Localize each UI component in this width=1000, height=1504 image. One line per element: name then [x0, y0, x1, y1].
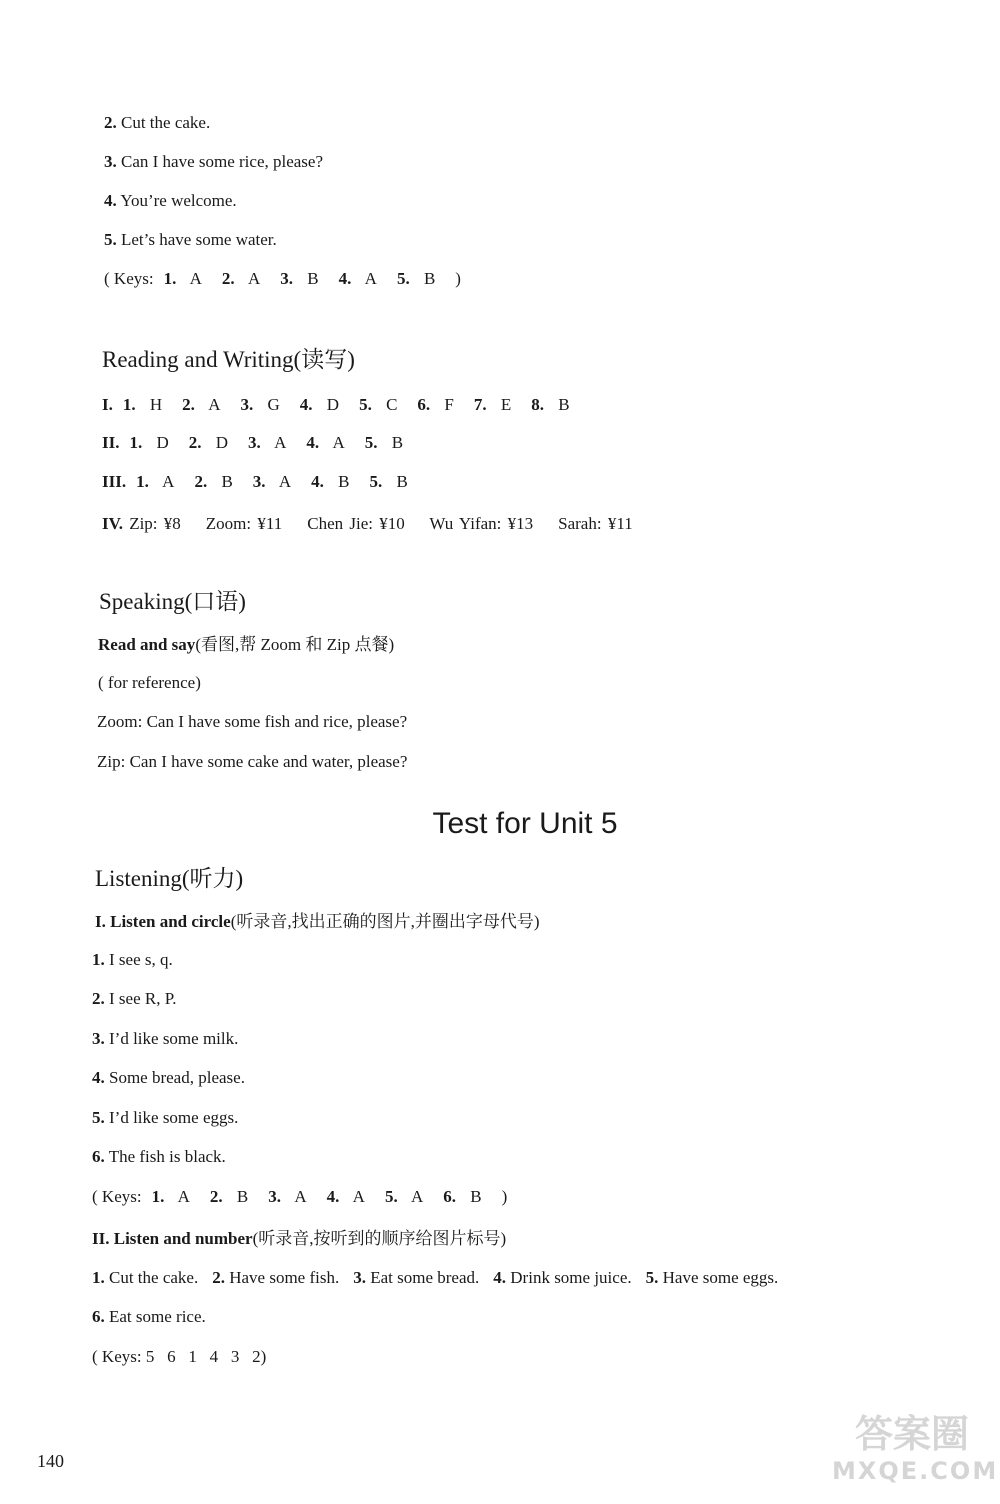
key-number: 2.	[221, 269, 235, 288]
answer-line: 5. I’d like some eggs.	[92, 1108, 239, 1127]
item-text: Drink some juice.	[510, 1268, 632, 1287]
key-answer: A	[364, 269, 377, 288]
key-number: 1.	[151, 1187, 165, 1206]
key-number: 7.	[473, 395, 487, 414]
key-number: 2.	[188, 433, 202, 452]
key-item	[123, 395, 172, 414]
key-answer: A	[332, 433, 345, 452]
item-number: 3.	[353, 1268, 366, 1287]
key-number: 1.	[129, 433, 143, 452]
answer-line: 4. You’re welcome.	[104, 191, 237, 210]
key-answer: C	[386, 395, 398, 414]
keys-suffix: )	[455, 269, 461, 288]
key-answer: B	[470, 1187, 482, 1206]
key-item	[241, 395, 290, 414]
key-item	[300, 395, 349, 414]
key-number: 8.	[531, 395, 545, 414]
roman-numeral: III.	[102, 472, 127, 491]
key-item	[280, 269, 328, 288]
key-item	[194, 472, 242, 491]
page-number: 140	[37, 1451, 64, 1471]
key-number: 6.	[443, 1187, 457, 1206]
key-item	[164, 269, 212, 288]
numbered-item	[212, 1268, 339, 1287]
key-answer: A	[162, 472, 175, 491]
answer-row	[102, 394, 590, 416]
key-answer: B	[558, 395, 570, 414]
answer-row	[102, 432, 423, 454]
key-number: 5.	[359, 395, 372, 414]
key-number: 4.	[326, 1187, 340, 1206]
key-number: 2.	[209, 1187, 223, 1206]
key-number: 2.	[194, 472, 208, 491]
key-answer: A	[247, 269, 261, 288]
keys-line	[92, 1186, 517, 1208]
watermark-top: 答案圈	[854, 1412, 969, 1456]
key-item	[268, 1187, 316, 1206]
key-number: 6.	[417, 395, 431, 414]
keys-prefix: ( Keys:	[92, 1187, 142, 1206]
key-item	[359, 395, 407, 414]
key-answer: B	[396, 472, 408, 491]
key-item	[136, 472, 184, 491]
answer-line: 2. Cut the cake.	[104, 113, 211, 132]
key-item	[474, 395, 521, 414]
test-title: Test for Unit 5	[432, 807, 618, 840]
answer-row: IV. Zip: ¥8 Zoom: ¥11 Chen Jie: ¥10 Wu Yifan: ¥13 Sarah: ¥11	[102, 514, 633, 533]
key-item	[443, 1187, 491, 1206]
key-item	[417, 395, 463, 414]
answer-line: 3. Can I have some rice, please?	[104, 152, 324, 171]
roman-numeral: I.	[102, 395, 113, 414]
answer-line: 5. Let’s have some water.	[104, 230, 277, 249]
numbered-item	[646, 1268, 779, 1287]
key-answer: A	[177, 1187, 190, 1206]
task-instruction: II. Listen and number(听录音,按听到的顺序给图片标号)	[92, 1229, 507, 1248]
key-answer: H	[149, 395, 163, 414]
key-answer: D	[215, 433, 229, 452]
key-number: 5.	[364, 433, 378, 452]
watermark-logo	[832, 1412, 999, 1498]
key-number: 3.	[268, 1187, 282, 1206]
answer-row	[92, 1267, 792, 1289]
item-text: Cut the cake.	[109, 1268, 199, 1287]
key-item	[189, 433, 238, 452]
dialogue-line: Zip: Can I have some cake and water, please?	[97, 752, 408, 771]
key-item	[210, 1187, 258, 1206]
key-number: 2.	[182, 395, 195, 414]
key-item	[152, 1187, 200, 1206]
task-instruction: I. Listen and circle(听录音,找出正确的图片,并圈出字母代号)	[95, 912, 540, 931]
key-number: 1.	[122, 395, 136, 414]
keys-suffix: )	[501, 1187, 508, 1206]
key-answer: D	[326, 395, 340, 414]
key-answer: A	[208, 395, 221, 414]
key-item	[385, 1187, 433, 1206]
key-item	[327, 1187, 375, 1206]
key-number: 1.	[163, 269, 177, 288]
key-number: 1.	[136, 472, 149, 491]
key-item	[531, 395, 579, 414]
item-text: Have some eggs.	[662, 1268, 779, 1287]
item-number: 2.	[212, 1268, 225, 1287]
key-item	[182, 395, 230, 414]
key-answer: B	[236, 1187, 249, 1206]
keys-prefix: ( Keys:	[104, 269, 154, 288]
key-answer: A	[294, 1187, 307, 1206]
answer-line: 6. The fish is black.	[92, 1147, 226, 1166]
item-number: 1.	[92, 1268, 105, 1287]
key-number: 3.	[280, 269, 294, 288]
key-answer: D	[156, 433, 169, 452]
dialogue-line: Zoom: Can I have some fish and rice, please?	[97, 712, 408, 731]
key-number: 4.	[338, 269, 352, 288]
section-heading-speaking: Speaking(口语)	[99, 589, 246, 614]
key-answer: G	[267, 395, 280, 414]
key-number: 5.	[396, 269, 410, 288]
key-answer: E	[500, 395, 512, 414]
answer-line: 2. I see R, P.	[92, 989, 177, 1008]
task-instruction: Read and say(看图,帮 Zoom 和 Zip 点餐)	[98, 635, 395, 654]
key-item	[248, 433, 296, 452]
keys-line: ( Keys: 5 6 1 4 3 2)	[92, 1347, 267, 1366]
numbered-item	[353, 1268, 479, 1287]
key-item	[369, 472, 417, 491]
key-number: 4.	[299, 395, 313, 414]
key-answer: A	[411, 1187, 424, 1206]
item-text: Eat some bread.	[370, 1268, 480, 1287]
key-item	[253, 472, 301, 491]
answer-line: 3. I’d like some milk.	[92, 1029, 239, 1048]
reference-note: ( for reference)	[98, 673, 201, 692]
key-answer: B	[338, 472, 350, 491]
key-number: 3.	[252, 472, 266, 491]
key-number: 5.	[369, 472, 383, 491]
watermark-bottom: MXQE.COM	[832, 1457, 999, 1485]
key-answer: F	[444, 395, 454, 414]
key-item	[365, 433, 413, 452]
answer-line: 6. Eat some rice.	[92, 1307, 206, 1326]
key-number: 4.	[306, 433, 320, 452]
key-answer: A	[278, 472, 292, 491]
key-item	[129, 433, 178, 452]
key-item	[397, 269, 445, 288]
section-heading-listening: Listening(听力)	[95, 866, 244, 891]
key-number: 4.	[311, 472, 324, 491]
item-number: 5.	[645, 1268, 659, 1287]
key-answer: A	[352, 1187, 365, 1206]
key-answer: A	[189, 269, 202, 288]
key-answer: A	[274, 433, 287, 452]
key-number: 3.	[248, 433, 261, 452]
key-item	[311, 472, 359, 491]
section-heading-reading-writing: Reading and Writing(读写)	[102, 347, 355, 372]
key-answer: B	[391, 433, 404, 452]
key-item	[222, 269, 270, 288]
answer-line: 1. I see s, q.	[92, 950, 173, 969]
numbered-item	[92, 1268, 198, 1287]
key-answer: B	[423, 269, 436, 288]
item-number: 4.	[493, 1268, 507, 1287]
item-text: Have some fish.	[229, 1268, 340, 1287]
answer-line: 4. Some bread, please.	[92, 1068, 245, 1087]
key-item	[339, 269, 387, 288]
key-number: 3.	[240, 395, 254, 414]
roman-numeral: II.	[102, 433, 120, 452]
key-item	[306, 433, 354, 452]
key-answer: B	[307, 269, 319, 288]
key-number: 5.	[384, 1187, 398, 1206]
numbered-item	[493, 1268, 631, 1287]
keys-line	[104, 268, 471, 290]
answer-row	[102, 471, 428, 493]
key-answer: B	[221, 472, 233, 491]
